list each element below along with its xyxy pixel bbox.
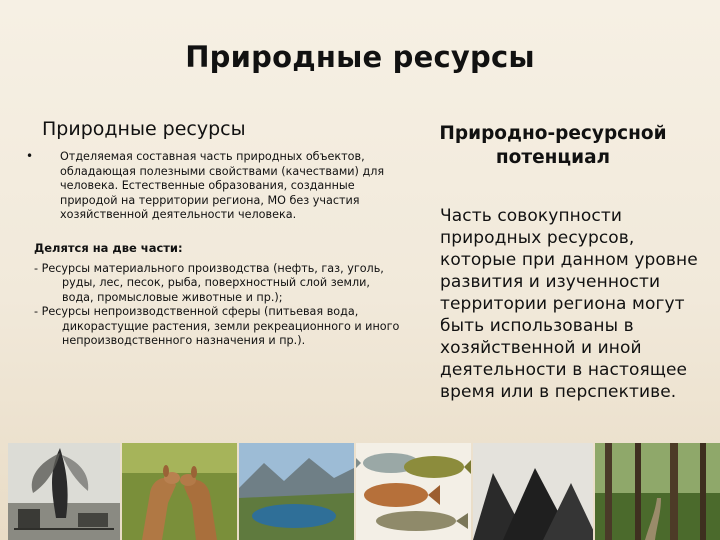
resources-definition: Отделяемая составная часть природных объектов, обладающая полезными свойствами (качествами) для человека. Естественные образования, созданные природой на территории региона, МО без участия хозяйственной деятельности человека. [60, 150, 385, 222]
right-heading: Природно-ресурсной потенциал [439, 123, 667, 168]
list-item: - Ресурсы материального производства (нефть, газ, уголь, руды, лес, песок, рыба, поверхностный слой земли, вода, промысловые животные и пр.); [34, 262, 384, 304]
resource-types-list [34, 262, 402, 348]
mountain-lake-photo [239, 443, 354, 540]
left-heading: Природные ресурсы [42, 118, 246, 140]
bullet-marker: • [26, 149, 34, 163]
slide-title: Природные ресурсы [185, 40, 535, 74]
divided-heading: Делятся на две части: [34, 241, 183, 255]
forest-photo [595, 443, 720, 540]
list-item: - Ресурсы непроизводственной сферы (питьевая вода, дикорастущие растения, земли рекреационного и иного непроизводственного назначения и пр.). [34, 305, 400, 348]
photo-strip [0, 443, 720, 540]
oil-gusher-photo [8, 443, 120, 540]
fish-photo [356, 443, 471, 540]
coal-piles-photo [473, 443, 593, 540]
deer-photo [122, 443, 237, 540]
potential-definition: Часть совокупности природных ресурсов, которые при данном уровне развития и изученности территории региона могут быть использованы в хозяйственной и иной деятельности в настоящее время или в перспективе. [440, 206, 698, 402]
